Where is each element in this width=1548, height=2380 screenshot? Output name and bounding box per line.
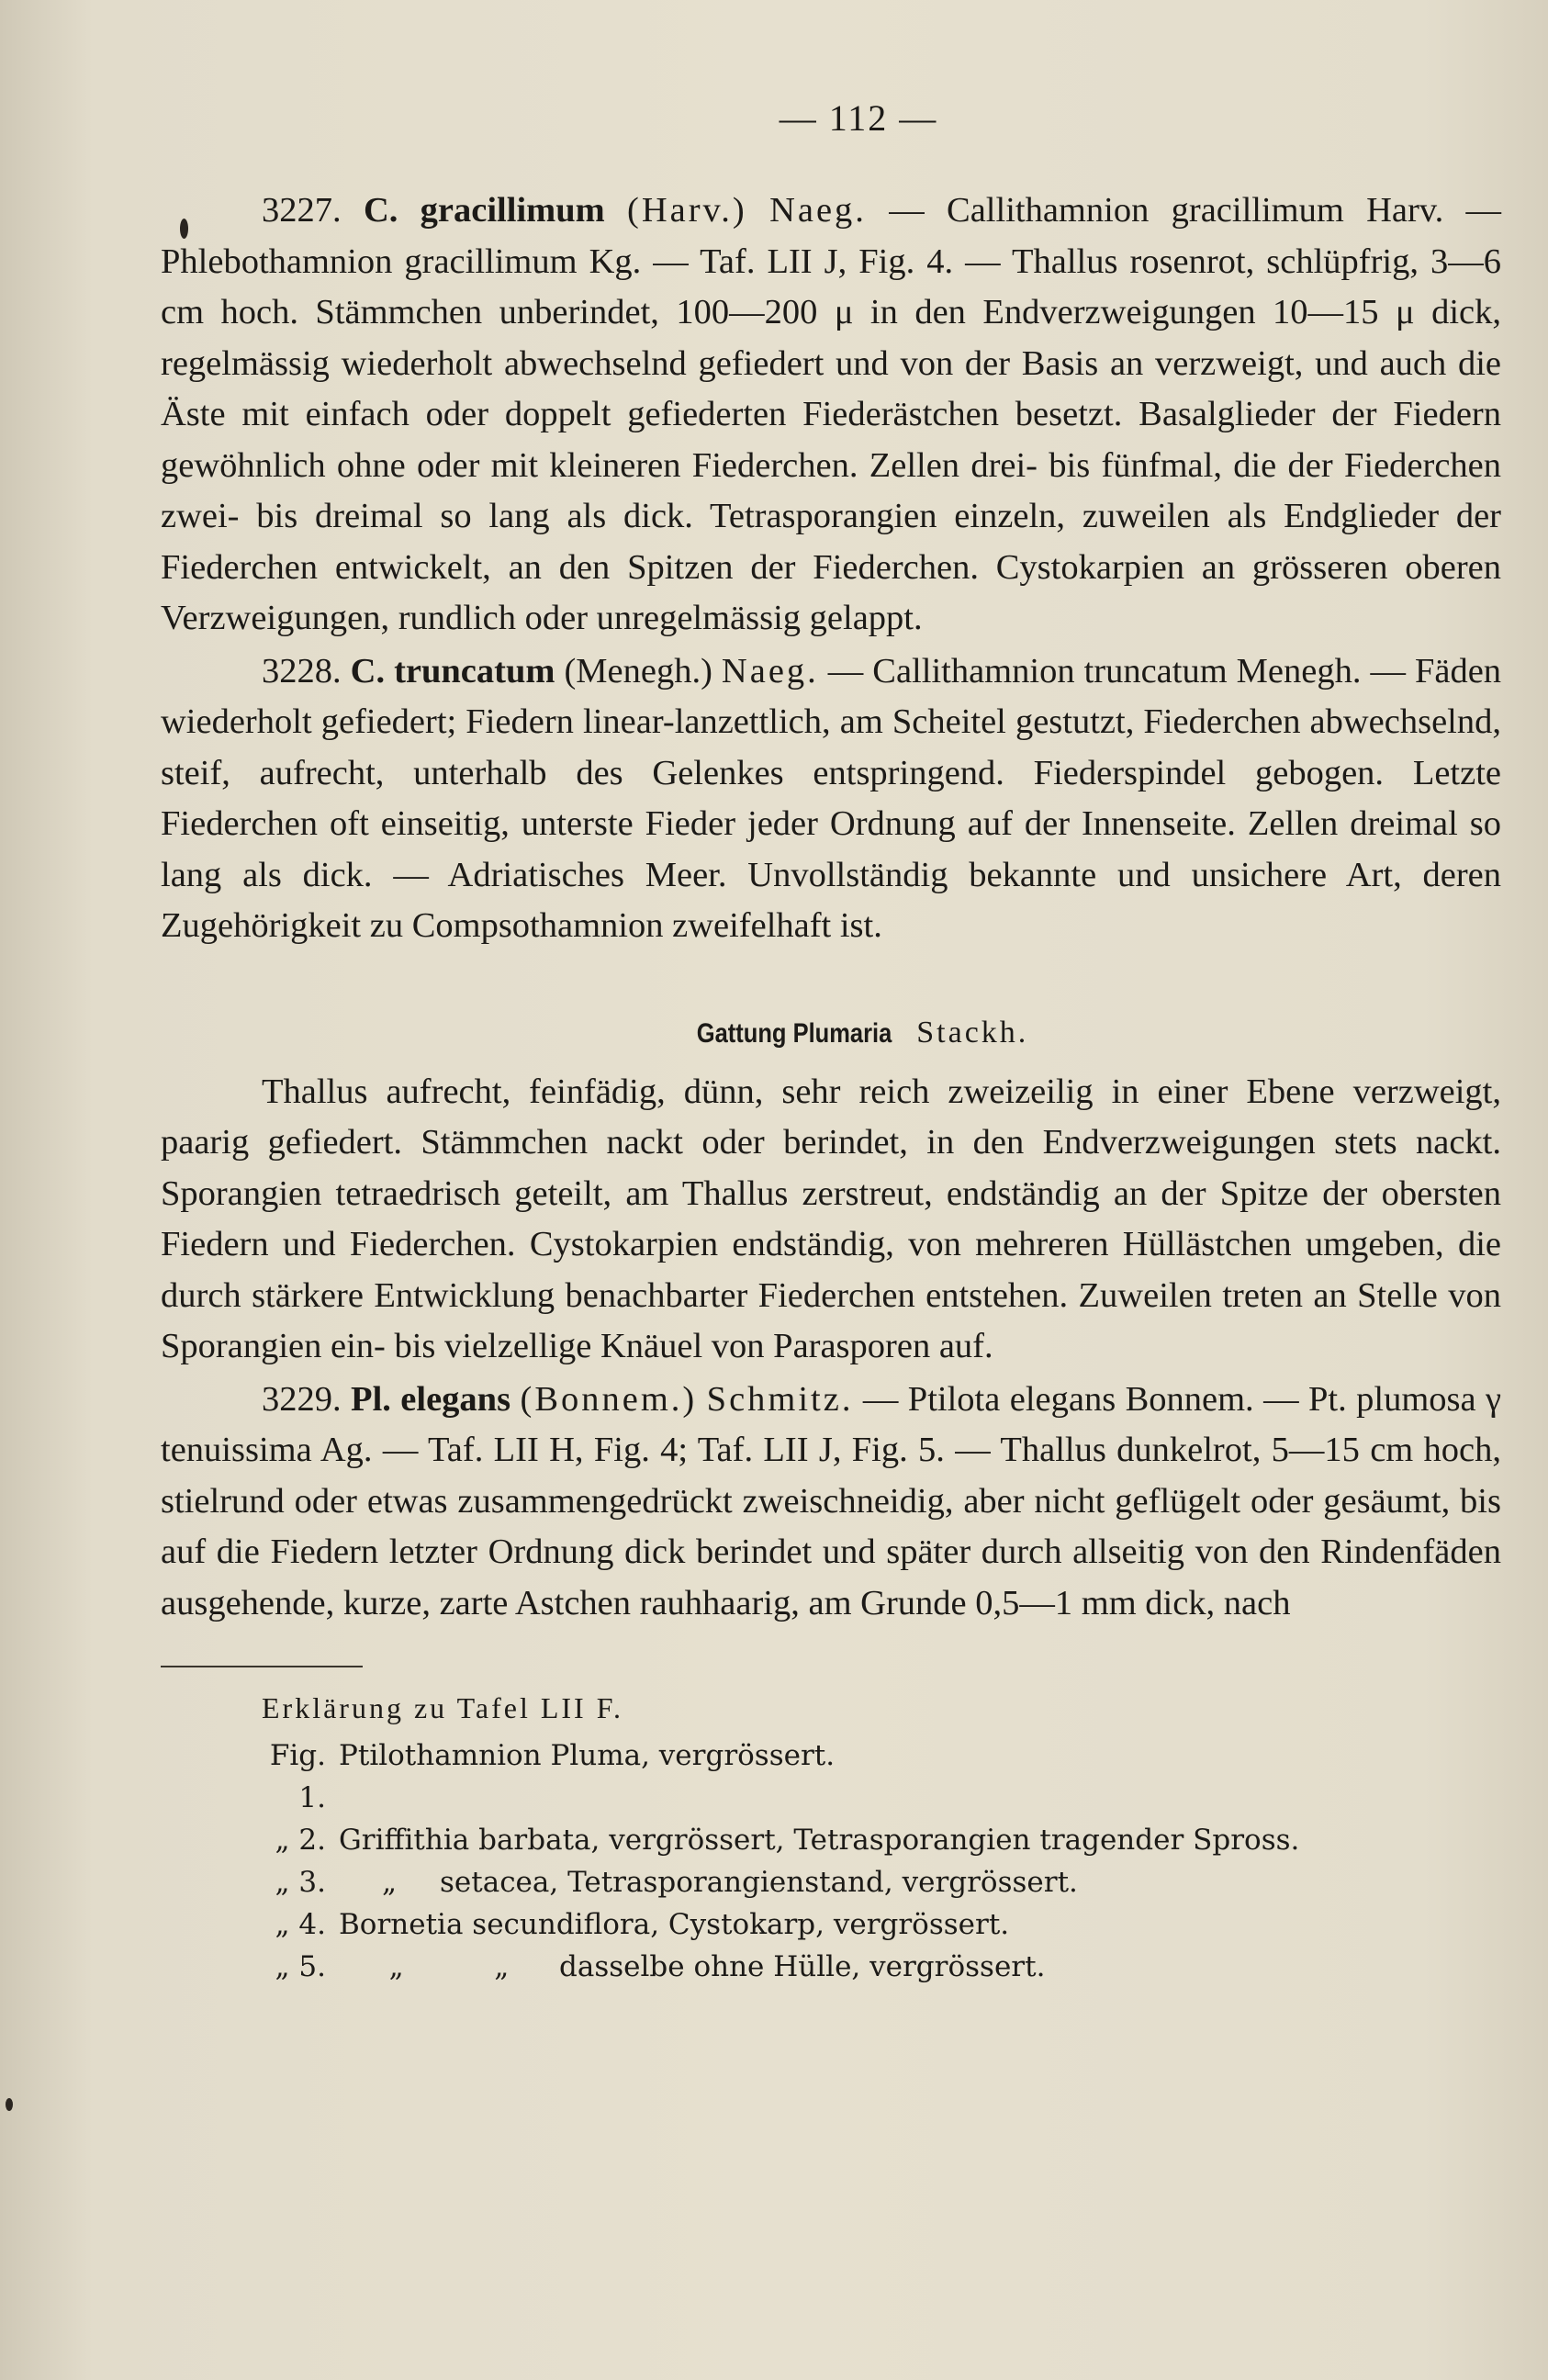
entry-text: — Callithamnion truncatum Menegh. — Fäden wiederholt gefiedert; Fiedern linear-lanzettlich, am Scheitel gestutzt, Fiederchen abwechselnd, steif, aufrecht, unterhalb des Gelenkes entspringend. Fiederspindel gebogen. Letzte Fiederchen oft einseitig, unterste Fieder jeder Ordnung auf der Innenseite. Zellen dreimal so lang als dick. — Adriatisches Meer. Unvollständig bekannte und unsichere Art, deren Zugehörigkeit zu Compsothamnion zweifelhaft ist. <box>161 651 1502 945</box>
ditto-mark: „ <box>381 1866 398 1899</box>
species-name: Pl. elegans <box>351 1379 511 1419</box>
figure-label: Fig. 1. <box>269 1739 326 1814</box>
figure-caption: setacea, Tetrasporangienstand, vergrössert. <box>440 1866 1078 1899</box>
species-name: C. truncatum <box>350 651 555 690</box>
figure-caption-row <box>161 1819 1501 1861</box>
figure-caption: Griffithia barbata, vergrössert, Tetrasporangien tragender Spross. <box>339 1824 1300 1857</box>
figure-caption-row <box>161 1903 1501 1946</box>
figure-caption-row <box>161 1734 1501 1819</box>
figure-caption-row <box>161 1861 1501 1903</box>
entry-number: 3228. <box>262 651 342 690</box>
genus-name: Gattung Plumaria <box>696 1017 892 1049</box>
entry-text: — Callithamnion gracillimum Harv. — Phlebothamnion gracillimum Kg. — Taf. LII J, Fig. 4. — Thallus rosenrot, schlüpfrig, 3—6 cm hoch. Stämmchen unberindet, 100—200 μ in den Endverzweigungen 10—15 μ dick, regelmässig wiederholt abwechselnd gefiedert und von der Basis an verzweigt, und auch die Äste mit einfach oder doppelt gefiederten Fiederästchen besetzt. Basalglieder der Fiedern gewöhnlich ohne oder mit kleineren Fiederchen. Zellen drei- bis fünfmal, die der Fiederchen zwei- bis dreimal so lang als dick. Tetrasporangien einzeln, zuweilen als Endglieder der Fiederchen entwickelt, an den Spitzen der Fiederchen. Cystokarpien an grösseren oberen Verzweigungen, rundlich oder unregelmässig gelappt. <box>161 191 1502 637</box>
genus-author: Stackh. <box>916 1015 1029 1050</box>
figure-caption: dasselbe ohne Hülle, vergrössert. <box>559 1950 1046 1983</box>
genus-heading <box>161 1005 1501 1061</box>
ditto-mark: „ „ <box>388 1950 510 1983</box>
page-number: — 112 — <box>779 97 938 139</box>
entry-text: — Ptilota elegans Bonnem. — Pt. plumosa γ tenuissima Ag. — Taf. LII H, Fig. 4; Taf. LII J, Fig. 5. — Thallus dunkelrot, 5—15 cm hoch, stielrund oder etwas zusammengedrückt zweischneidig, aber nicht geflügelt oder gesäumt, bis auf die Fiedern letzter Ordnung dick berindet und später durch allseitig von den Rindenfäden ausgehende, kurze, zarte Astchen rauhhaarig, am Grunde 0,5—1 mm dick, nach <box>161 1379 1502 1622</box>
figure-caption-row <box>161 1946 1501 1988</box>
figure-caption: Bornetia secundiflora, Cystokarp, vergrössert. <box>339 1908 1010 1941</box>
figure-label: „ 3. <box>275 1866 326 1899</box>
species-entry-3228 <box>161 646 1501 952</box>
species-author: (Bonnem.) <box>520 1379 698 1419</box>
entry-number: 3229. <box>262 1379 342 1419</box>
species-entry-3229 <box>161 1375 1501 1630</box>
entry-number: 3227. <box>262 191 342 230</box>
species-author-2: Schmitz. <box>706 1379 854 1419</box>
figure-label: „ 5. <box>275 1950 326 1983</box>
species-author: (Menegh.) <box>564 651 712 690</box>
figure-label: „ 2. <box>275 1824 326 1857</box>
footnote-divider <box>161 1666 363 1667</box>
genus-description: Thallus aufrecht, feinfädig, dünn, sehr reich zweizeilig in einer Ebene verzweigt, paarig gefiedert. Stämmchen nackt oder berindet, in den Endverzweigungen stets nackt. Sporangien tetraedrisch geteilt, am Thallus zerstreut, endständig an der Spitze der obersten Fiedern und Fiederchen. Cystokarpien endständig, von mehreren Hüllästchen umgeben, die durch stärkere Entwicklung benachbarter Fiederchen entstehen. Zuweilen treten an Stelle von Sporangien ein- bis vielzellige Knäuel von Parasporen auf. <box>161 1072 1501 1365</box>
species-entry-3227 <box>161 185 1501 645</box>
page-text <box>161 96 1501 1988</box>
species-name: C. gracillimum <box>363 191 605 230</box>
species-author: (Harv.) <box>627 191 747 230</box>
figure-label: „ 4. <box>275 1908 326 1941</box>
ink-speck <box>6 2098 13 2111</box>
species-author-2: Naeg. <box>769 191 867 230</box>
plate-explanation-title: Erklärung zu Tafel LII F. <box>262 1691 623 1724</box>
species-author-2: Naeg. <box>721 651 819 690</box>
figure-caption: Ptilothamnion Pluma, vergrössert. <box>339 1739 836 1772</box>
